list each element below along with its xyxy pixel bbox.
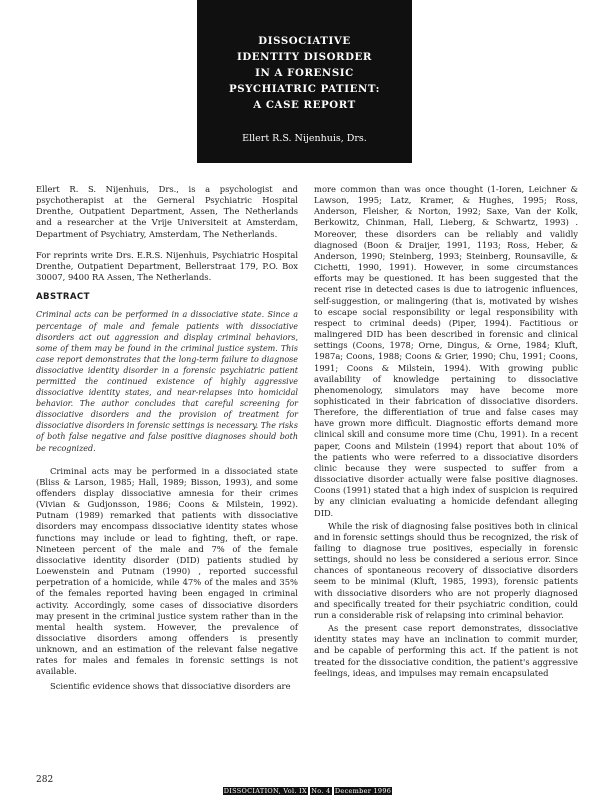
- footer-issue: No. 4: [311, 787, 331, 795]
- footer-date: December 1996: [334, 787, 392, 795]
- author-affiliation: Ellert R. S. Nijenhuis, Drs., is a psychologist and psychotherapist at the Gerneral Psychiatric Hospital Drenthe, Outpatient Department, Assen, The Netherlands and a researcher at the Vrije Universiteit at Amsterdam, Department of Psychiatry, Amsterdam, The Netherlands.: [36, 184, 298, 239]
- body-paragraph: As the present case report demonstrates, dissociative identity states may have an inclination to commit murder, and be capable of performing this act. If the patient is not treated for the dissociative condition, the patient's aggressive feelings, ideas, and impulses may remain encapsulated: [314, 623, 578, 678]
- body-paragraph: more common than was once thought (1-Ioren, Leichner & Lawson, 1995; Latz, Kramer, & Hughes, 1995; Ross, Anderson, Fleisher, & Norton, 1992; Saxe, Van der Kolk, Berkowitz, Chinman, Hall, Lieberg, & Schwartz, 1993) . Moreover, these disorders can be reliably and validly diagnosed (Boon & Draijer, 1991, 1193; Ross, Heber, & Anderson, 1990; Steinberg, 1993; Steinberg, Rounsaville, & Cichetti, 1990, 1991). However, in some circumstances efforts may be questioned. It has been suggested that the recent rise in detected cases is due to iatrogenic influences, self-suggestion, or malingering (that is, motivated by wishes to escape social responsibility or legal responsibility with respect to criminal deeds) (Piper, 1994). Factitious or malingered DID has been described in forensic and clinical settings (Coons, 1978; Orne, Dingus, & Orne, 1984; Kluft, 1987a; Coons, 1988; Coons & Grier, 1990; Chu, 1991; Coons, 1991; Coons & Milstein, 1994). With growing public availability of knowledge pertaining to dissociative phenomenology, simulators may have become more sophisticated in their fabrication of dissociative disorders. Therefore, the differentiation of true and false cases may have grown more difficult. Diagnostic efforts demand more clinical skill and consume more time (Chu, 1991). In a recent paper, Coons and Milstein (1994) report that about 10% of the patients who were referred to a dissociative disorders clinic because they were suspected to suffer from a dissociative disorder actually were false positive diagnoses. Coons (1991) stated that a high index of suspicion is required by any clinician evaluating a homicide defendant alleging DID.: [314, 184, 578, 518]
- page-number: 282: [36, 775, 54, 785]
- author-name: Ellert R.S. Nijenhuis, Drs.: [242, 133, 367, 144]
- article-title: [197, 33, 412, 113]
- abstract-text: Criminal acts can be performed in a dissociative state. Since a percentage of male and female patients with dissociative disorders act out aggression and display criminal behaviors, some of them may be found in the criminal justice system. This case report demonstrates that the long-term failure to diagnose dissociative identity disorder in a forensic psychiatric patient permitted the continued existence of highly aggressive dissociative identity states, and near-relapses into homicidal behavior. The author concludes that careful screening for dissociative disorders and the provision of treatment for dissociative disorders in forensic settings is necessary. The risks of both false negative and false positive diagnoses should both be recognized.: [36, 310, 298, 453]
- title-line: IDENTITY DISORDER: [237, 51, 372, 63]
- footer-journal: DISSOCIATION, Vol. IX: [223, 787, 307, 795]
- title-line: IN A FORENSIC: [255, 67, 354, 79]
- body-paragraph: Criminal acts may be performed in a dissociated state (Bliss & Larson, 1985; Hall, 1989; Bisson, 1993), and some offenders display dissociative amnesia for their crimes (Vivian & Gudjonsson, 1986; Coons & Milstein, 1992). Putnam (1989) remarked that patients with dissociative disorders may encompass dissociative identity states whose functions may include or lead to fighting, theft, or rape. Nineteen percent of the male and 7% of the female dissociative identity disorder (DID) patients studied by Loewenstein and Putnam (1990) , reported successful perpetration of a homicide, while 47% of the males and 35% of the females reported having been engaged in criminal activity. Accordingly, some cases of dissociative disorders may present in the criminal justice system rather than in the mental health system. However, the prevalence of dissociative disorders among offenders is presently unknown, and an estimation of the relevant false negative rates for males and females in forensic settings is not available.: [36, 465, 298, 677]
- abstract-heading: ABSTRACT: [36, 292, 90, 303]
- title-block: [197, 0, 412, 163]
- reprints-address: For reprints write Drs. E.R.S. Nijenhuis, Psychiatric Hospital Drenthe, Outpatient Department, Bellerstraat 179, P.O. Box 30007, 9400 RA Assen, The Netherlands.: [36, 249, 298, 283]
- left-column: [36, 184, 298, 692]
- title-line: PSYCHIATRIC PATIENT:: [228, 83, 381, 95]
- title-line: A CASE REPORT: [253, 99, 356, 111]
- body-paragraph: Scientific evidence shows that dissociative disorders are: [50, 680, 291, 691]
- body-paragraph: While the risk of diagnosing false positives both in clinical and in forensic settings should thus be recognized, the risk of failing to diagnose true positives, especially in forensic settings, should no less be considered a serious error. Since chances of spontaneous recovery of dissociative disorders seem to be minimal (Kluft, 1985, 1993), forensic patients with dissociative disorders who are not properly diagnosed and specifically treated for their psychiatric condition, could run a considerable risk of relapsing into criminal behavior.: [314, 520, 578, 620]
- right-column: [314, 184, 578, 679]
- journal-footer: [0, 787, 615, 795]
- title-line: DISSOCIATIVE: [258, 35, 351, 47]
